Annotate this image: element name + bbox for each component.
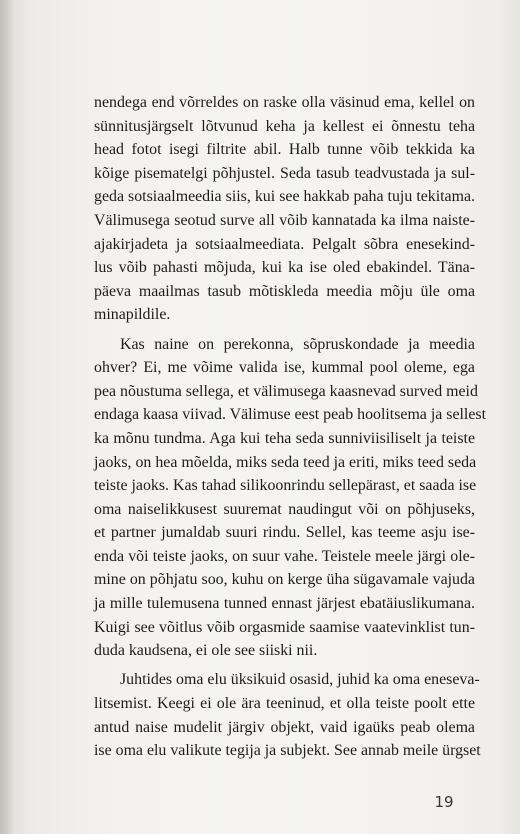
page-number: 19 [434, 793, 454, 811]
text-line: head fotot isegi filtrite abil. Halb tunne võib tekkida ka [94, 141, 475, 159]
body-text [94, 91, 486, 763]
text-line: enda või teiste jaoks, on suur vahe. Teistele meele järgi ole- [94, 547, 475, 565]
text-line: pea nõustuma sellega, et välimusega kaasnevad surved meid [94, 382, 478, 400]
text-line: geda sotsiaalmeedia siis, kui see hakkab paha tuju tekitama. [94, 188, 475, 206]
text-line: mine on põhjatu soo, kuhu on kerge üha sügavamale vajuda [94, 571, 475, 589]
text-line: ohver? Ei, me võime valida ise, kummal pool oleme, ega [94, 359, 475, 377]
text-line: Juhtides oma elu üksikuid osasid, juhid ka oma eneseva- [120, 671, 480, 689]
text-line: jaoks, on hea mõelda, miks seda teed ja eriti, miks teed seda [94, 453, 477, 471]
text-line: kõige pisematelgi põhjustel. Seda tasub teadvustada ja sul- [94, 164, 475, 182]
text-line: litsemist. Keegi ei ole ära teeninud, et olla teiste poolt ette [94, 695, 475, 713]
text-line: päeva maailmas tasub mõtiskleda meedia mõju üle oma [94, 282, 475, 300]
text-line: sünnitusjärgselt lõtvunud keha ja kellest ei õnnestu teha [94, 117, 475, 135]
paragraph-2 [94, 333, 486, 663]
text-line: et partner jumaldab suuri rindu. Sellel, kas teeme asju ise- [94, 524, 475, 542]
text-line: Kuigi see võitlus võib orgasmide saamise vaatevinklist tun- [94, 618, 475, 636]
text-line: minapildile. [94, 306, 171, 324]
text-line: Kas naine on perekonna, sõpruskondade ja meedia [120, 335, 475, 353]
text-line: antud naise mudelit järgiv objekt, vaid igaüks peab olema [94, 718, 475, 736]
text-line: ka mõnu tundma. Aga kui teha seda sunniviisiliselt ja teiste [94, 429, 475, 447]
text-line: duda kaudsena, ei ole see siiski nii. [94, 642, 318, 660]
text-line: endaga kaasa viivad. Välimuse eest peab hoolitsema ja sellest [94, 406, 486, 424]
text-line: oma naiselikkusest suuremat naudingut või on põhjuseks, [94, 500, 475, 518]
text-line: teiste jaoks. Kas tahad silikoonrindu sellepärast, et saada ise [94, 477, 477, 495]
text-line: lus võib pahasti mõjuda, kui ka ise oled ebakindel. Täna- [94, 259, 475, 277]
paragraph-1 [94, 91, 475, 327]
text-line: ise oma elu valikute tegija ja subjekt. See annab meile ürgset [94, 742, 481, 760]
text-line: ajakirjadeta ja sotsiaalmeediata. Pelgalt sõbra enesekind- [94, 235, 475, 253]
text-line: Välimusega seotud surve all võib kannatada ka ilma naiste- [94, 211, 475, 229]
gutter-shadow [0, 0, 14, 834]
text-line: nendega end võrreldes on raske olla väsinud ema, kellel on [94, 94, 475, 111]
paragraph-3 [94, 668, 481, 762]
text-line: ja mille tulemusena tunned ennast järjest ebatäiuslikumana. [94, 595, 475, 613]
